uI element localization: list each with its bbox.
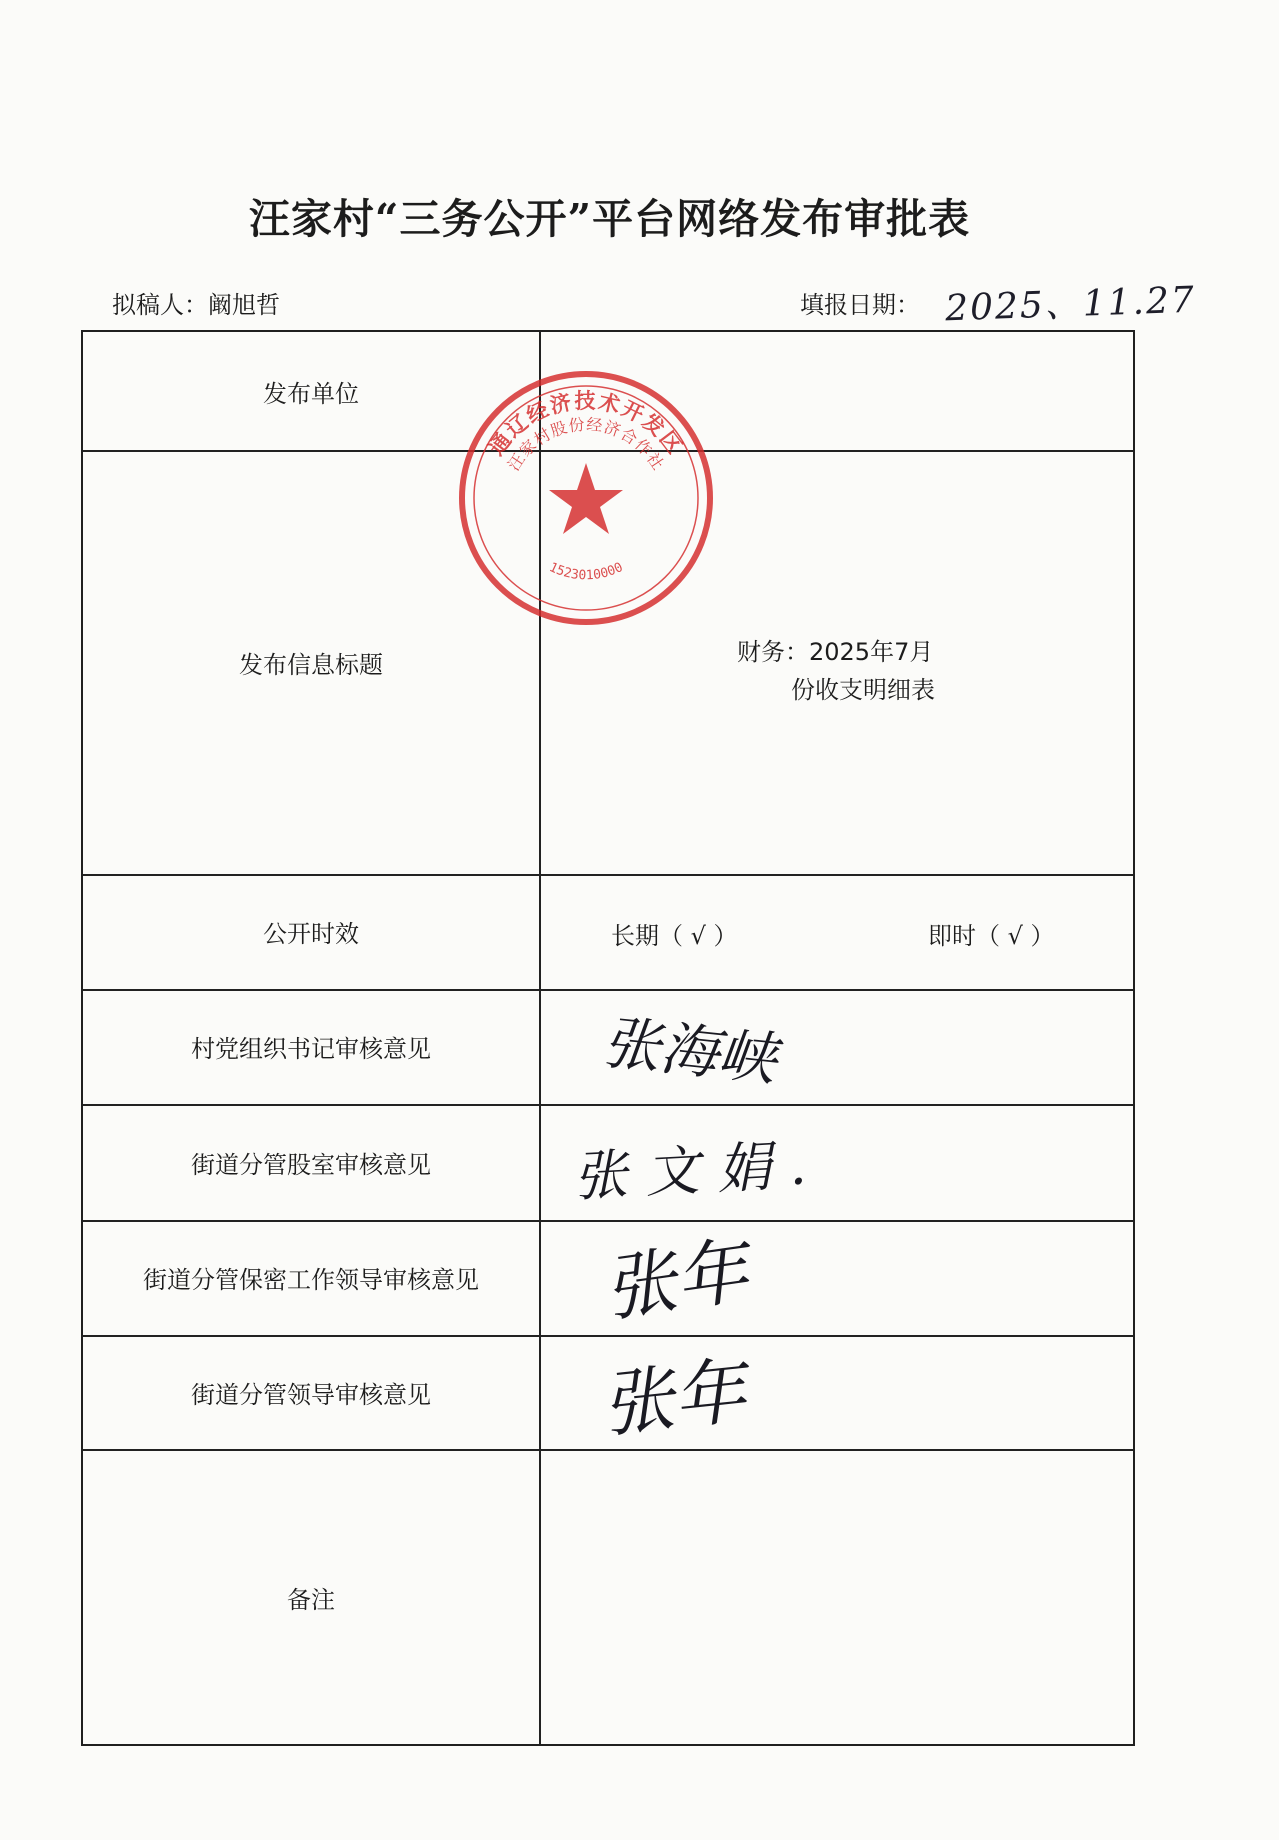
- party-secretary-label: 村党组织书记审核意见: [191, 1035, 431, 1063]
- stamp-outer-text-path: 通辽经济技术开发区: [484, 389, 688, 460]
- street-section-label: 街道分管股室审核意见: [191, 1150, 431, 1179]
- column-divider: [539, 332, 541, 1744]
- drafter-line: [112, 285, 280, 320]
- confidential-leader-label: 街道分管保密工作领导审核意见: [143, 1266, 479, 1294]
- publish-unit-label: 发布单位: [263, 379, 359, 408]
- approval-table: [81, 330, 1135, 1746]
- drafter-label: 拟稿人：: [112, 291, 208, 319]
- street-leader-label: 街道分管领导审核意见: [191, 1380, 431, 1409]
- party-secretary-signature: 张海峡: [599, 1008, 780, 1094]
- validity-long-term: 长期（ √ ）: [611, 922, 738, 950]
- info-title-value-line2: 份收支明细表: [791, 676, 935, 704]
- drafter-name: 阚旭哲: [208, 291, 280, 319]
- stamp-inner-text-path: 汪家村股份经济合作社: [503, 414, 669, 475]
- fill-date-label: 填报日期：: [800, 291, 920, 319]
- fill-date-handwritten: 2025、11.27: [944, 279, 1197, 330]
- form-title: 汪家村“三务公开”平台网络发布审批表: [248, 195, 971, 243]
- validity-immediate: 即时（ √ ）: [928, 922, 1055, 950]
- validity-label: 公开时效: [263, 920, 359, 948]
- remarks-label: 备注: [287, 1585, 335, 1614]
- info-title-label: 发布信息标题: [239, 650, 383, 679]
- street-section-signature: 张文娟.: [571, 1132, 826, 1209]
- info-title-value-line1: 财务：2025年7月: [737, 638, 934, 666]
- street-leader-signature: 张年: [597, 1348, 750, 1448]
- stamp-code-path: 1523010000: [546, 560, 626, 584]
- confidential-leader-signature: 张年: [598, 1228, 753, 1332]
